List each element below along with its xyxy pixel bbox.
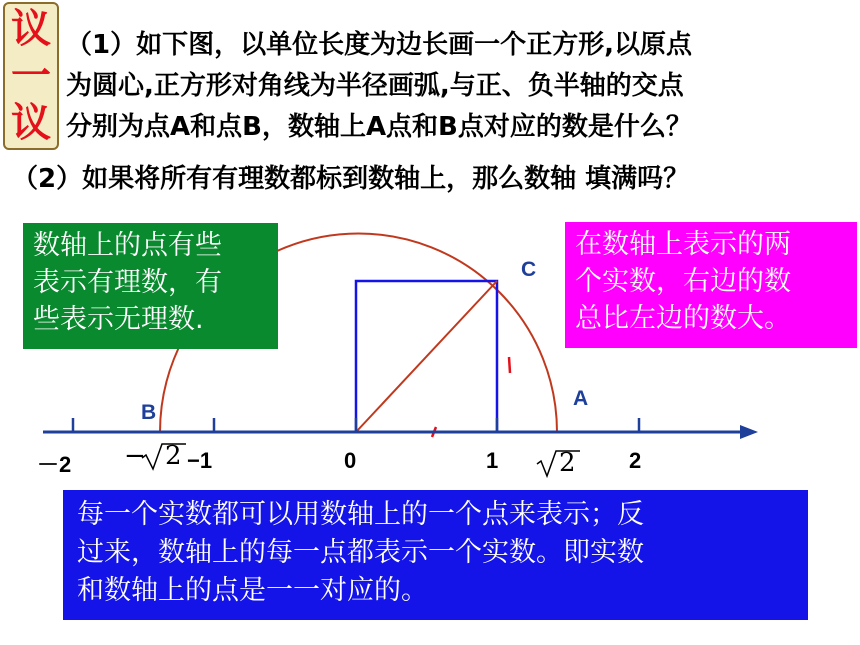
ordering-note [565,222,857,348]
tick-label-two: 2 [629,448,642,473]
green-note-line1: 数轴上的点有些 [33,230,222,261]
tick-label-zero: 0 [344,448,357,473]
tick-label-neg1-digit: 1 [199,448,213,473]
tick-label-one: 1 [486,448,499,473]
scroll-char-3: 议 [11,99,51,146]
side-mark-vertical [509,357,510,373]
question2: （2）如果将所有有理数都标到数轴上，那么数轴 填满吗？ [12,164,690,194]
green-note-line2: 表示有理数，有 [33,267,222,298]
green-note-line3: 些表示无理数. [33,304,204,335]
scroll-char-2: 一 [11,52,51,99]
axis-arrow-head [740,425,758,439]
question1-line2: 为圆心,正方形对角线为半径画弧,与正、负半轴的交点 [66,71,684,101]
tick-label-neg1: −1 [187,448,213,473]
magenta-note-line1: 在数轴上表示的两 [575,229,791,260]
rational-irrational-note [23,223,278,349]
blue-note-line1: 每一个实数都可以用数轴上的一个点来表示；反 [77,499,644,530]
blue-note-line2: 过来，数轴上的每一点都表示一个实数。即实数 [77,537,644,568]
point-c-label: C [521,258,537,281]
one-to-one-correspondence-note [63,490,808,620]
sqrt2-radicand: 2 [559,448,576,478]
question1-line3: 分别为点A和点B，数轴上A点和B点对应的数是什么？ [66,112,692,142]
neg-sqrt2-sign: − [124,441,146,471]
square-diagonal [356,281,497,432]
magenta-note-line2: 个实数，右边的数 [575,266,791,297]
neg-sqrt2-radicand: 2 [165,441,182,471]
question1-line1: （1）如下图，以单位长度为边长画一个正方形,以原点 [66,30,692,60]
blue-note-line3: 和数轴上的点是一一对应的。 [77,575,428,606]
point-a-label: A [573,387,589,410]
magenta-note-line3: 总比左边的数大。 [575,303,791,334]
scroll-char-1: 议 [11,5,51,52]
point-b-label: B [141,401,157,424]
tick-label-neg2: －2 [37,452,72,477]
